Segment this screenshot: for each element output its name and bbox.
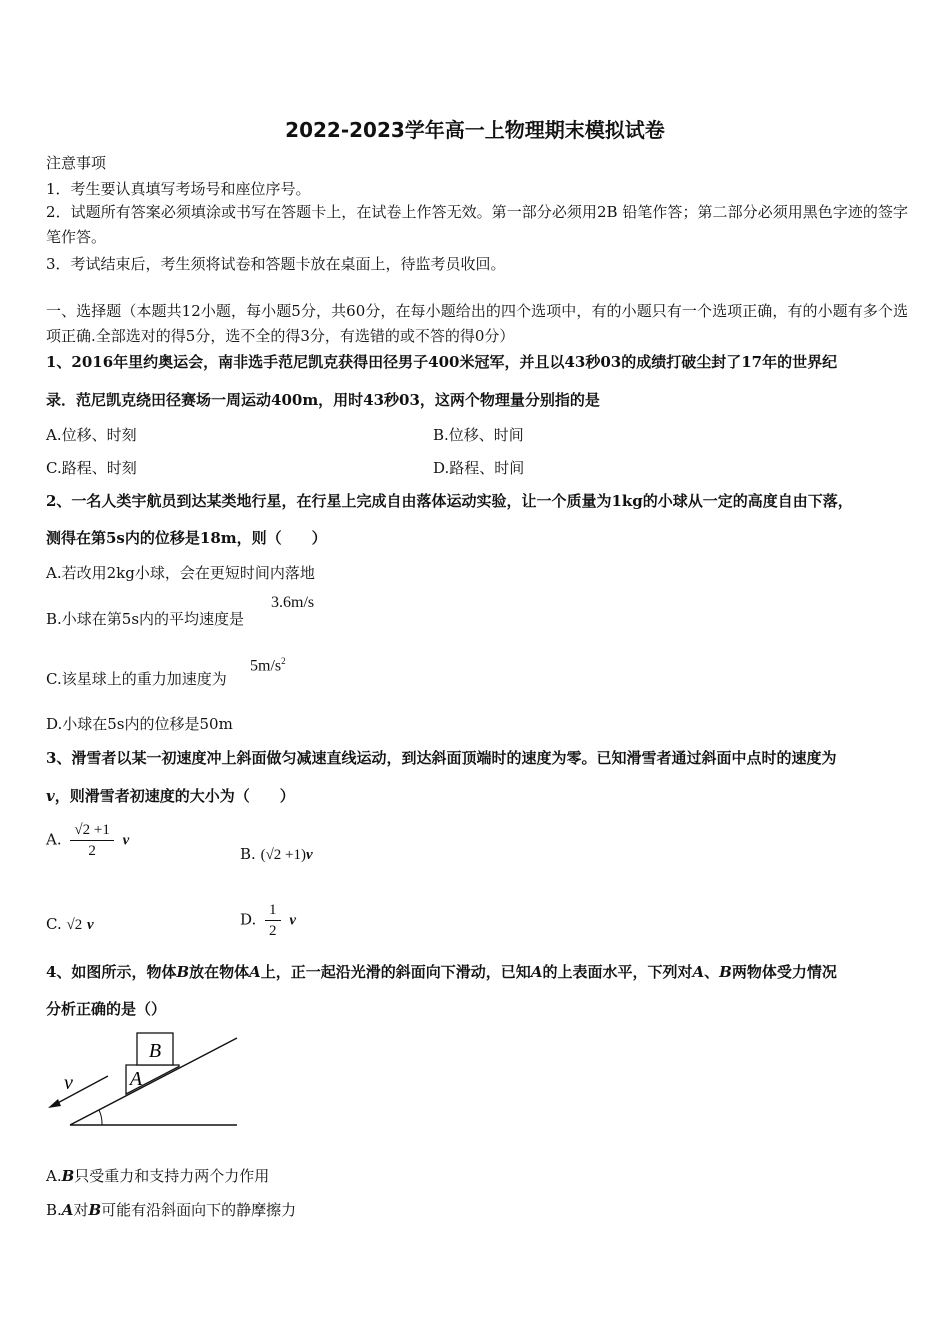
q4-line-1: 4、如图所示，物体B放在物体A上，正一起沿光滑的斜面向下滑动，已知A的上表面水平，下列对A、B两物体受力情况	[46, 963, 837, 981]
q3-line-1: 3、滑雪者以某一初速度冲上斜面做匀减速直线运动，到达斜面顶端时的速度为零。已知滑雪者通过斜面中点时的速度为	[46, 749, 837, 767]
incline-diagram	[40, 1028, 250, 1133]
q2-option-a: A.若改用2kg小球，会在更短时间内落地	[46, 564, 315, 582]
page-title: 2022-2023学年高一上物理期末模拟试卷	[285, 118, 665, 142]
velocity-arrow-head	[48, 1099, 61, 1108]
incline-angle-arc	[99, 1110, 102, 1125]
q3-option-b: B. (√2 +1)v	[240, 845, 313, 863]
q2-option-d: D.小球在5s内的位移是50m	[46, 715, 233, 733]
block-b-label: B	[148, 1040, 162, 1062]
q3-option-c: C. √2 v	[46, 915, 94, 933]
q1-option-b: B.位移、时间	[433, 426, 524, 444]
section-intro: 一、选择题（本题共12小题，每小题5分，共60分，在每小题给出的四个选项中，有的小题只有一个选项正确，有的小题有多个选项正确.全部选对的得5分，选不全的得3分，有选错的或不答的得0分）	[46, 302, 908, 345]
velocity-arrow-shaft	[52, 1076, 108, 1106]
q1-option-c: C.路程、时刻	[46, 459, 137, 477]
q4-option-b: B.A对B可能有沿斜面向下的静摩擦力	[46, 1201, 297, 1219]
q2-line-1: 2、一名人类宇航员到达某类地行星，在行星上完成自由落体运动实验，让一个质量为1kg的小球从一定的高度自由下落，	[46, 492, 853, 510]
block-a-label: A	[129, 1068, 143, 1090]
q2-line-2: 测得在第5s内的位移是18m，则（ ）	[46, 529, 327, 547]
q3-option-d: D. $\frac{1}{2}$ v	[240, 902, 296, 939]
q2-option-b-math: 3.6m/s	[271, 594, 315, 611]
q2-option-c: C.该星球上的重力加速度为	[46, 670, 227, 688]
q4-option-a: A.B只受重力和支持力两个力作用	[46, 1167, 270, 1185]
notice-item-2: 2．试题所有答案必须填涂或书写在答题卡上，在试卷上作答无效。第一部分必须用2B 铅笔作答；第二部分必须用黑色字迹的签字笔作答。	[46, 203, 908, 246]
q2-option-b: B.小球在第5s内的平均速度是	[46, 610, 245, 628]
velocity-label: v	[64, 1072, 73, 1094]
q2-option-c-math: $5m/s^2$	[250, 656, 286, 675]
notice-heading: 注意事项	[46, 154, 107, 172]
q3-option-a: A. $\frac{√2 +1}{2}$ v	[46, 822, 130, 859]
q4-line-2: 分析正确的是（）	[46, 1000, 167, 1018]
notice-item-1: 1．考生要认真填写考场号和座位序号。	[46, 180, 311, 198]
q3-line-2: v，则滑雪者初速度的大小为（ ）	[46, 787, 295, 805]
notice-item-3: 3．考试结束后，考生须将试卷和答题卡放在桌面上，待监考员收回。	[46, 255, 506, 273]
q1-line-1: 1、2016年里约奥运会，南非选手范尼凯克获得田径男子400米冠军，并且以43秒03的成绩打破尘封了17年的世界纪	[46, 353, 838, 371]
q1-option-d: D.路程、时间	[433, 459, 525, 477]
q1-option-a: A.位移、时刻	[46, 426, 137, 444]
q1-line-2: 录．范尼凯克绕田径赛场一周运动400m，用时43秒03，这两个物理量分别指的是	[46, 391, 600, 409]
